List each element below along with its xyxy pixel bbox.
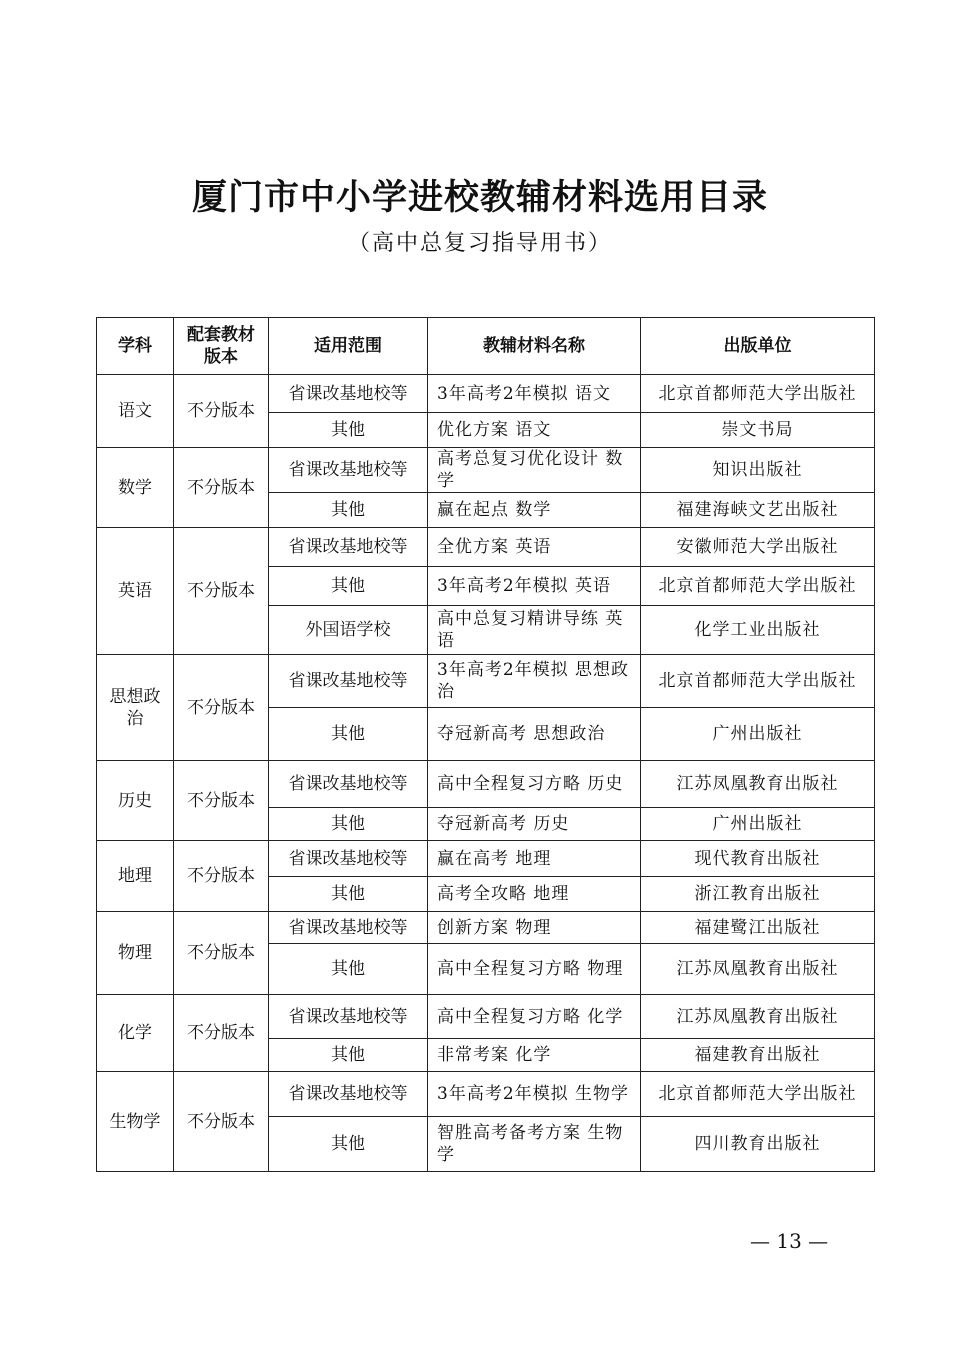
publisher-cell: 福建海峡文艺出版社 — [641, 493, 875, 528]
version-cell: 不分版本 — [174, 995, 269, 1072]
publisher-cell: 知识出版社 — [641, 448, 875, 493]
scope-cell: 省课改基地校等 — [269, 375, 428, 413]
publisher-cell: 福建鹭江出版社 — [641, 912, 875, 944]
subject-cell: 化学 — [97, 995, 174, 1072]
publisher-cell: 江苏凤凰教育出版社 — [641, 761, 875, 808]
material-name-cell: 夺冠新高考 历史 — [428, 808, 641, 841]
subject-cell: 英语 — [97, 528, 174, 655]
publisher-cell: 广州出版社 — [641, 708, 875, 761]
version-cell: 不分版本 — [174, 375, 269, 448]
subject-cell: 语文 — [97, 375, 174, 448]
table-row — [97, 912, 875, 944]
scope-cell: 其他 — [269, 1039, 428, 1072]
publisher-cell: 现代教育出版社 — [641, 841, 875, 877]
version-cell: 不分版本 — [174, 761, 269, 841]
material-name-cell: 高中全程复习方略 物理 — [428, 944, 641, 995]
material-name-cell: 夺冠新高考 思想政治 — [428, 708, 641, 761]
material-name-cell: 创新方案 物理 — [428, 912, 641, 944]
version-cell: 不分版本 — [174, 841, 269, 912]
materials-table — [96, 317, 875, 1172]
subject-cell: 物理 — [97, 912, 174, 995]
scope-cell: 其他 — [269, 708, 428, 761]
subject-cell: 历史 — [97, 761, 174, 841]
scope-cell: 其他 — [269, 413, 428, 448]
subject-cell: 生物学 — [97, 1072, 174, 1172]
material-name-cell: 智胜高考备考方案 生物学 — [428, 1117, 641, 1172]
version-cell: 不分版本 — [174, 912, 269, 995]
header-version — [174, 318, 269, 375]
publisher-cell: 崇文书局 — [641, 413, 875, 448]
material-name-cell: 3年高考2年模拟 英语 — [428, 567, 641, 606]
version-cell: 不分版本 — [174, 1072, 269, 1172]
header-version-line1: 配套教材 — [187, 325, 255, 345]
material-name-cell: 高中全程复习方略 历史 — [428, 761, 641, 808]
header-row — [97, 318, 875, 375]
subject-cell: 地理 — [97, 841, 174, 912]
scope-cell: 省课改基地校等 — [269, 995, 428, 1039]
scope-cell: 省课改基地校等 — [269, 655, 428, 708]
subject-cell: 数学 — [97, 448, 174, 528]
publisher-cell: 北京首都师范大学出版社 — [641, 567, 875, 606]
material-name-cell: 赢在起点 数学 — [428, 493, 641, 528]
publisher-cell: 浙江教育出版社 — [641, 877, 875, 912]
scope-cell: 其他 — [269, 944, 428, 995]
publisher-cell: 江苏凤凰教育出版社 — [641, 944, 875, 995]
header-subject: 学科 — [97, 318, 174, 375]
table-row — [97, 995, 875, 1039]
material-name-cell: 3年高考2年模拟 思想政治 — [428, 655, 641, 708]
scope-cell: 省课改基地校等 — [269, 528, 428, 567]
header-material-name: 教辅材料名称 — [428, 318, 641, 375]
version-cell: 不分版本 — [174, 655, 269, 761]
version-cell: 不分版本 — [174, 448, 269, 528]
scope-cell: 其他 — [269, 493, 428, 528]
table-row — [97, 528, 875, 567]
publisher-cell: 北京首都师范大学出版社 — [641, 375, 875, 413]
scope-cell: 其他 — [269, 567, 428, 606]
scope-cell: 省课改基地校等 — [269, 912, 428, 944]
scope-cell: 省课改基地校等 — [269, 448, 428, 493]
page-number: — 13 — — [750, 1229, 829, 1253]
publisher-cell: 北京首都师范大学出版社 — [641, 655, 875, 708]
table-row — [97, 841, 875, 877]
table-row — [97, 375, 875, 413]
publisher-cell: 化学工业出版社 — [641, 606, 875, 655]
material-name-cell: 高中全程复习方略 化学 — [428, 995, 641, 1039]
publisher-cell: 江苏凤凰教育出版社 — [641, 995, 875, 1039]
material-name-cell: 3年高考2年模拟 生物学 — [428, 1072, 641, 1117]
scope-cell: 其他 — [269, 877, 428, 912]
scope-cell: 外国语学校 — [269, 606, 428, 655]
table-row — [97, 655, 875, 708]
material-name-cell: 非常考案 化学 — [428, 1039, 641, 1072]
version-cell: 不分版本 — [174, 528, 269, 655]
header-publisher: 出版单位 — [641, 318, 875, 375]
header-version-line2: 版本 — [204, 347, 238, 367]
material-name-cell: 高考全攻略 地理 — [428, 877, 641, 912]
publisher-cell: 北京首都师范大学出版社 — [641, 1072, 875, 1117]
material-name-cell: 高中总复习精讲导练 英语 — [428, 606, 641, 655]
table-row — [97, 448, 875, 493]
header-scope: 适用范围 — [269, 318, 428, 375]
publisher-cell: 四川教育出版社 — [641, 1117, 875, 1172]
publisher-cell: 广州出版社 — [641, 808, 875, 841]
table-row — [97, 761, 875, 808]
scope-cell: 省课改基地校等 — [269, 1072, 428, 1117]
material-name-cell: 3年高考2年模拟 语文 — [428, 375, 641, 413]
document-subtitle: （高中总复习指导用书） — [347, 231, 612, 256]
subject-cell: 思想政治 — [97, 655, 174, 761]
document-title: 厦门市中小学进校教辅材料选用目录 — [191, 178, 768, 218]
material-name-cell: 优化方案 语文 — [428, 413, 641, 448]
publisher-cell: 福建教育出版社 — [641, 1039, 875, 1072]
scope-cell: 省课改基地校等 — [269, 841, 428, 877]
material-name-cell: 赢在高考 地理 — [428, 841, 641, 877]
material-name-cell: 全优方案 英语 — [428, 528, 641, 567]
material-name-cell: 高考总复习优化设计 数学 — [428, 448, 641, 493]
publisher-cell: 安徽师范大学出版社 — [641, 528, 875, 567]
table-row — [97, 1072, 875, 1117]
scope-cell: 其他 — [269, 1117, 428, 1172]
scope-cell: 省课改基地校等 — [269, 761, 428, 808]
scope-cell: 其他 — [269, 808, 428, 841]
